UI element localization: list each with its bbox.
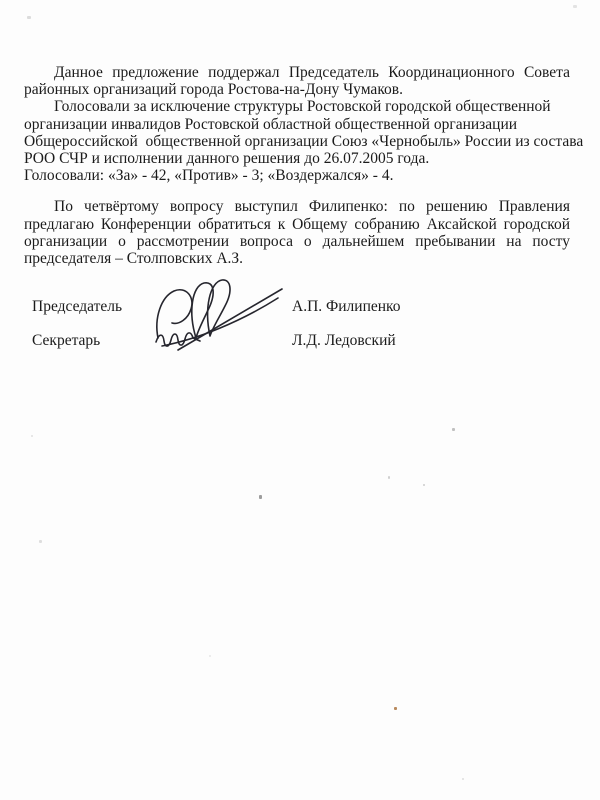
document-line: районных организаций города Ростова-на-Дону Чумаков. xyxy=(24,81,404,99)
document-line: РОО СЧР и исполнении данного решения до 26.07.2005 года. xyxy=(24,150,430,168)
paragraph-vote-exclusion xyxy=(24,98,584,185)
scan-noise-speck xyxy=(573,5,577,8)
handwritten-signature-icon xyxy=(148,278,293,356)
scan-noise-speck xyxy=(31,435,33,437)
scan-noise-speck xyxy=(259,495,262,499)
signature-block xyxy=(24,298,570,349)
scan-noise-speck xyxy=(394,707,397,710)
scan-noise-speck xyxy=(423,484,425,486)
document-line: организации инвалидов Ростовской областной общественной организации xyxy=(24,115,518,133)
signature-row-secretary xyxy=(24,332,570,349)
document-line: Общероссийской общественной организации Союз «Чернобыль» России из состава xyxy=(24,132,584,150)
secretary-name: Л.Д. Ледовский xyxy=(292,331,396,349)
document-line: предлагаю Конференции обратиться к Общему собранию Аксайской городской xyxy=(24,215,570,233)
chairman-title-label: Председатель xyxy=(32,298,123,316)
scan-noise-speck xyxy=(209,655,211,657)
paragraph-proposal-support xyxy=(24,64,570,98)
scan-noise-speck xyxy=(27,16,31,19)
document-line: Голосовали за исключение структуры Ростовской городской общественной xyxy=(54,98,551,116)
document-body xyxy=(24,64,584,365)
vote-tally-line: Голосовали: «За» - 42, «Против» - 3; «Воздержался» - 4. xyxy=(24,167,394,185)
document-line: председателя – Столповских А.З. xyxy=(24,250,244,268)
chairman-name: А.П. Филипенко xyxy=(292,298,401,316)
scan-noise-speck xyxy=(452,428,455,431)
secretary-title-label: Секретарь xyxy=(32,331,101,349)
scan-noise-speck xyxy=(388,476,390,479)
document-line: По четвёртому вопросу выступил Филипенко: по решению Правления xyxy=(54,198,570,216)
paragraph-fourth-question xyxy=(24,198,570,267)
document-line: Данное предложение поддержал Председатель Координационного Совета xyxy=(54,64,570,81)
document-line: организации о рассмотрении вопроса о дальнейшем пребывании на посту xyxy=(24,232,570,250)
scan-noise-speck xyxy=(39,540,42,543)
signature-row-chairman xyxy=(24,298,570,315)
scan-noise-speck xyxy=(462,778,464,780)
